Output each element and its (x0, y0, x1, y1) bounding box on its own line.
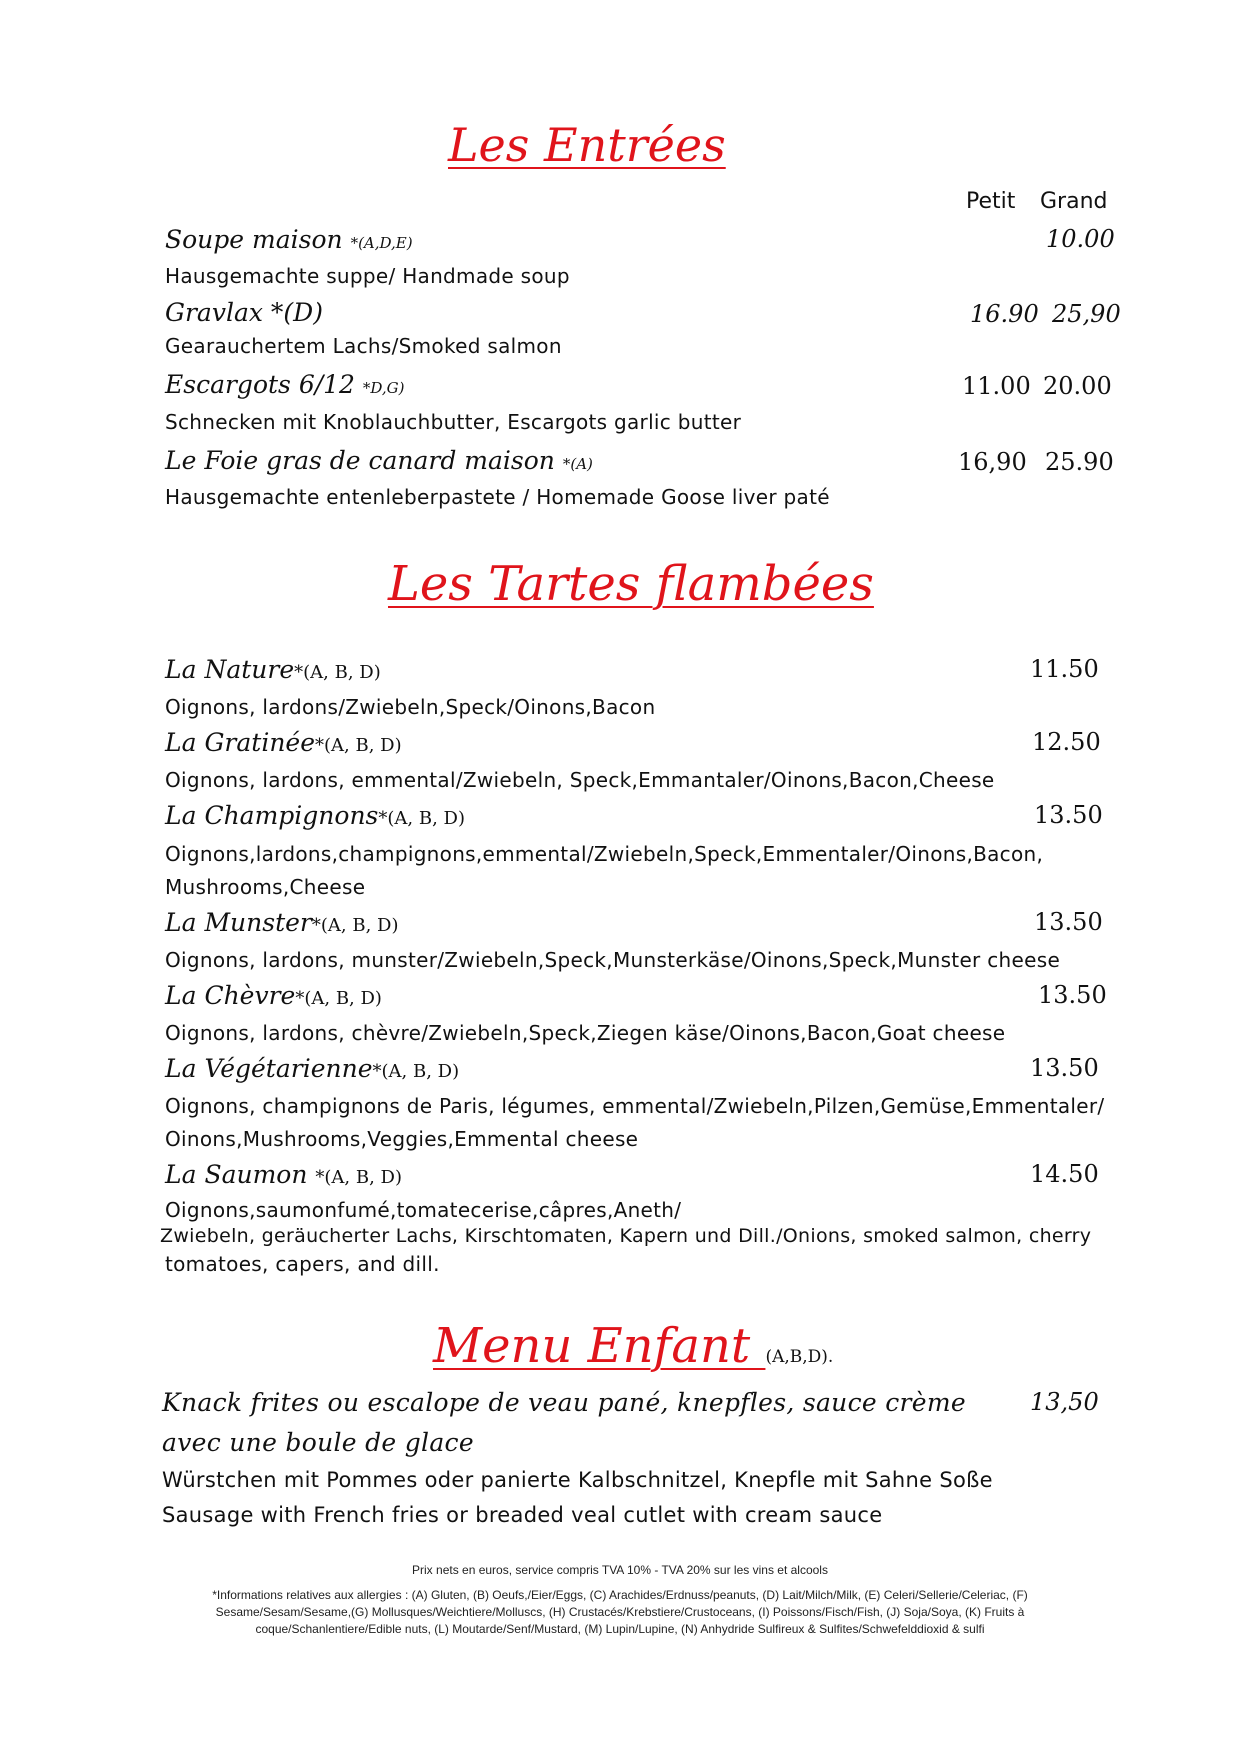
allergen-codes: *D,G) (362, 379, 405, 397)
entree-price-petit: 11.00 (962, 372, 1031, 400)
tarte-price: 12.50 (1032, 728, 1101, 756)
enfant-dish: Knack frites ou escalope de veau pané, knepfles, sauce crème (162, 1388, 966, 1417)
tarte-name (165, 728, 402, 757)
enfant-heading (433, 1318, 833, 1374)
column-header-grand: Grand (1040, 189, 1108, 214)
tarte-description: Oignons,lardons,champignons,emmental/Zwiebeln,Speck,Emmentaler/Oinons,Bacon, (165, 842, 1044, 866)
enfant-description: Würstchen mit Pommes oder panierte Kalbschnitzel, Knepfle mit Sahne Soße (162, 1468, 993, 1492)
entree-name (165, 370, 405, 399)
tarte-label: La Gratinée (165, 728, 316, 757)
entree-label: Le Foie gras de canard maison (165, 446, 555, 475)
tarte-description: Oignons, lardons, emmental/Zwiebeln, Speck,Emmantaler/Oinons,Bacon,Cheese (165, 768, 995, 792)
entree-name (165, 446, 593, 475)
entree-price-grand: 20.00 (1043, 372, 1112, 400)
tarte-description: Oignons,saumonfumé,tomatecerise,câpres,Aneth/ (165, 1198, 682, 1222)
tarte-name (165, 981, 382, 1010)
entree-description: Gearauchertem Lachs/Smoked salmon (165, 334, 562, 358)
tarte-price: 13.50 (1038, 981, 1107, 1009)
allergen-codes: *(A, B, D) (311, 915, 399, 936)
tarte-description: Oignons, lardons, munster/Zwiebeln,Speck,Munsterkäse/Oinons,Speck,Munster cheese (165, 948, 1061, 972)
tarte-label: La Saumon (165, 1160, 308, 1189)
tarte-description: Oinons,Mushrooms,Veggies,Emmental cheese (165, 1127, 639, 1151)
allergen-codes: *(A, B, D) (378, 808, 465, 829)
enfant-dish-line2: avec une boule de glace (162, 1428, 474, 1457)
tarte-description: Oignons, lardons/Zwiebeln,Speck/Oinons,Bacon (165, 695, 656, 719)
allergen-codes: *(A,D,E) (350, 234, 413, 252)
tarte-label: La Champignons (165, 801, 379, 830)
tarte-price: 13.50 (1030, 1054, 1099, 1082)
allergen-codes: *(A, B, D) (294, 662, 381, 683)
tarte-description: Zwiebeln, geräucherter Lachs, Kirschtomaten, Kapern und Dill./Onions, smoked salmon, cherry (160, 1225, 1092, 1247)
tarte-name (165, 908, 398, 937)
entree-name (165, 225, 413, 254)
allergen-codes: *(A, B, D) (315, 1167, 402, 1188)
entree-description: Hausgemachte entenleberpastete / Homemade Goose liver paté (165, 485, 830, 509)
enfant-description: Sausage with French fries or breaded veal cutlet with cream sauce (162, 1503, 883, 1527)
tarte-label: La Nature (165, 655, 295, 684)
entree-label: Gravlax *(D) (165, 298, 323, 327)
tarte-name (165, 655, 381, 684)
tarte-label: La Chèvre (165, 981, 296, 1010)
allergy-note: *Informations relatives aux allergies : (A) Gluten, (B) Oeufs,/Eier/Eggs, (C) Arachides/Erdnuss/peanuts, (D) Lait/Milch/Milk, (E) Celeri/Sellerie/Celeriac, (F) Sesame/Sesam/Sesame,(G) Mollusques/Weichtiere/Molluscs, (H) Crustacés/Krebstiere/Crustoceans, (I) Poissons/Fisch/Fish, (J) Soja/Soya, (K) Fruits à coque/Schanlentiere/Edible nuts, (L) Moutarde/Senf/Mustard, (M) Lupin/Lupine, (N) Anhydride Sulfireux & Sulfites/Schwefelddioxid & sulfi (212, 1588, 1028, 1636)
tarte-description: Mushrooms,Cheese (165, 875, 366, 899)
tarte-description: tomatoes, capers, and dill. (165, 1252, 440, 1276)
allergen-codes: *(A) (562, 455, 593, 473)
allergen-codes: *(A, B, D) (315, 735, 402, 756)
entree-description: Schnecken mit Knoblauchbutter, Escargots garlic butter (165, 410, 742, 434)
entrees-title: Les Entrées (448, 118, 726, 172)
tarte-name (165, 1160, 402, 1189)
tarte-name (165, 1054, 459, 1083)
tarte-price: 13.50 (1034, 908, 1103, 936)
allergen-codes: *(A, B, D) (372, 1061, 460, 1082)
entree-name (165, 298, 323, 327)
column-header-petit: Petit (966, 189, 1016, 214)
allergen-codes: (A,B,D). (765, 1347, 834, 1367)
tartes-title: Les Tartes flambées (388, 556, 874, 612)
prices-note: Prix nets en euros, service compris TVA 10% - TVA 20% sur les vins et alcools (412, 1563, 828, 1577)
tarte-price: 11.50 (1030, 655, 1099, 683)
tarte-description: Oignons, champignons de Paris, légumes, emmental/Zwiebeln,Pilzen,Gemüse,Emmentaler/ (165, 1094, 1105, 1118)
entree-price-grand: 10.00 (1046, 225, 1115, 253)
entree-label: Escargots 6/12 (165, 370, 355, 399)
entree-price-grand: 25,90 (1052, 300, 1121, 328)
entree-price-petit: 16,90 (958, 448, 1027, 476)
tarte-label: La Munster (165, 908, 312, 937)
entree-price-petit: 16.90 (970, 300, 1039, 328)
entree-label: Soupe maison (165, 225, 343, 254)
entree-price-grand: 25.90 (1045, 448, 1114, 476)
tarte-name (165, 801, 465, 830)
tarte-label: La Végétarienne (165, 1054, 373, 1083)
enfant-title: Menu Enfant (433, 1318, 766, 1374)
allergen-codes: *(A, B, D) (295, 988, 382, 1009)
tarte-price: 13.50 (1034, 801, 1103, 829)
enfant-price: 13,50 (1030, 1388, 1099, 1416)
entree-description: Hausgemachte suppe/ Handmade soup (165, 264, 570, 288)
tarte-description: Oignons, lardons, chèvre/Zwiebeln,Speck,Ziegen käse/Oinons,Bacon,Goat cheese (165, 1021, 1006, 1045)
tarte-price: 14.50 (1030, 1160, 1099, 1188)
